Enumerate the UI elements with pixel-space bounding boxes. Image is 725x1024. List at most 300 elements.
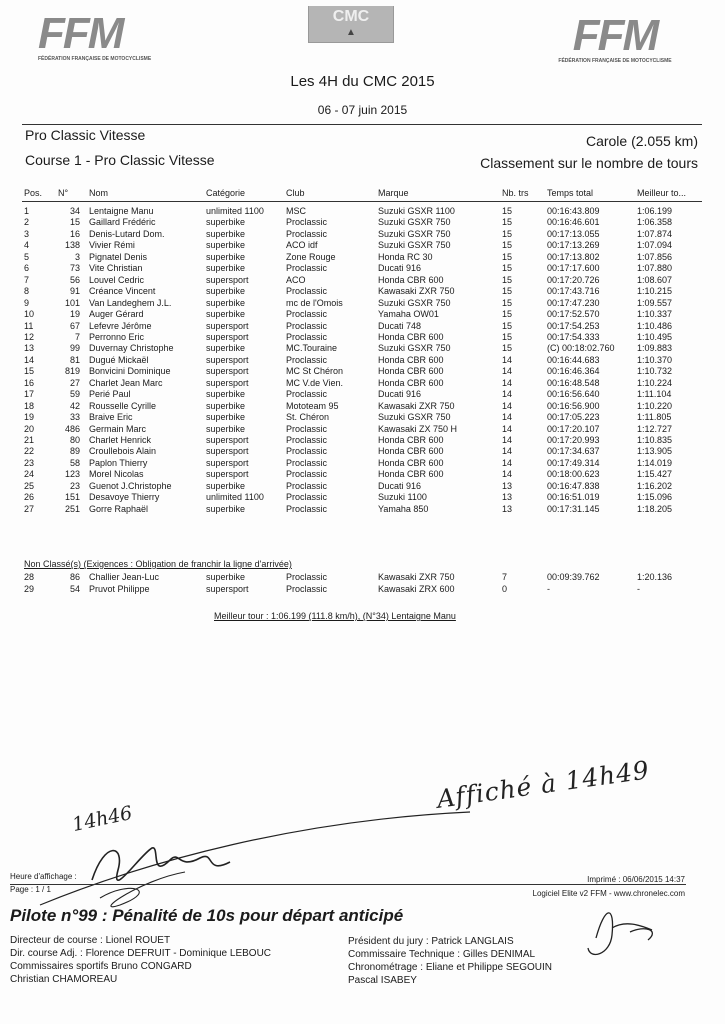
cell-category: superbike <box>206 263 246 273</box>
cell-best: 1:09.883 <box>637 343 673 353</box>
col-laps: Nb. trs <box>502 188 529 198</box>
official-line: Dir. course Adj. : Florence DEFRUIT - Dominique LEBOUC <box>10 948 272 959</box>
cell-total: 00:18:00.623 <box>547 469 600 479</box>
cell-name: Gaillard Frédéric <box>89 217 156 227</box>
cell-laps: 14 <box>502 366 513 376</box>
cell-total: 00:17:13.269 <box>547 240 600 250</box>
cell-name: Bonvicini Dominique <box>89 366 171 376</box>
cell-name: Charlet Henrick <box>89 435 152 445</box>
cell-total: 00:09:39.762 <box>547 572 600 582</box>
cell-num: 138 <box>64 240 80 250</box>
cell-brand: Suzuki GSXR 750 <box>378 240 451 250</box>
cell-laps: 14 <box>502 355 513 365</box>
cell-category: superbike <box>206 412 246 422</box>
cell-num: 33 <box>69 412 80 422</box>
cell-pos: 25 <box>24 481 35 491</box>
cell-laps: 14 <box>502 401 513 411</box>
official-line: Christian CHAMOREAU <box>10 974 118 985</box>
cell-best: 1:10.732 <box>637 366 673 376</box>
cell-category: superbike <box>206 309 246 319</box>
cell-category: supersport <box>206 584 249 594</box>
cell-num: 19 <box>69 309 80 319</box>
printed-timestamp: Imprimé : 06/06/2015 14:37 <box>587 875 685 884</box>
cell-category: superbike <box>206 229 246 239</box>
cell-name: Vite Christian <box>89 263 143 273</box>
cell-club: Proclassic <box>286 504 328 514</box>
cell-num: 80 <box>69 435 80 445</box>
cell-name: Duvernay Christophe <box>89 343 174 353</box>
cell-laps: 15 <box>502 252 513 262</box>
col-total: Temps total <box>547 188 594 198</box>
page-number: Page : 1 / 1 <box>10 885 51 894</box>
cell-pos: 7 <box>24 275 30 285</box>
cell-club: Proclassic <box>286 321 328 331</box>
event-dates: 06 - 07 juin 2015 <box>317 103 408 117</box>
jury-signature <box>588 913 652 955</box>
cell-club: MC.Touraine <box>286 343 338 353</box>
cell-num: 15 <box>69 217 80 227</box>
cell-brand: Honda CBR 600 <box>378 458 444 468</box>
cell-total: 00:17:52.570 <box>547 309 600 319</box>
cell-name: Pignatel Denis <box>89 252 148 262</box>
cell-pos: 9 <box>24 298 30 308</box>
official-line: Commissaire Technique : Gilles DENIMAL <box>348 949 536 960</box>
cell-category: superbike <box>206 424 246 434</box>
cell-brand: Ducati 916 <box>378 263 422 273</box>
cell-total: 00:17:49.314 <box>547 458 600 468</box>
handwritten-posted-note: Affiché à 14h49 <box>435 755 652 814</box>
cell-name: Charlet Jean Marc <box>89 378 163 388</box>
cell-category: superbike <box>206 240 246 250</box>
cell-pos: 2 <box>24 217 30 227</box>
cell-pos: 20 <box>24 424 35 434</box>
cell-best: 1:07.856 <box>637 252 673 262</box>
cell-club: mc de l'Omois <box>286 298 343 308</box>
cell-total: 00:17:54.253 <box>547 321 600 331</box>
cell-num: 99 <box>69 343 80 353</box>
cell-best: 1:07.094 <box>637 240 673 250</box>
cell-laps: 13 <box>502 492 513 502</box>
cell-best: 1:11.104 <box>637 389 672 399</box>
cell-category: supersport <box>206 355 249 365</box>
cell-brand: Honda CBR 600 <box>378 435 444 445</box>
cell-best: 1:07.880 <box>637 263 673 273</box>
cell-pos: 17 <box>24 389 35 399</box>
cell-best: 1:09.557 <box>637 298 673 308</box>
cell-laps: 15 <box>502 286 513 296</box>
cell-club: Proclassic <box>286 332 328 342</box>
cell-best: 1:08.607 <box>637 275 673 285</box>
cell-total: (C) 00:18:02.760 <box>547 343 615 353</box>
cell-category: superbike <box>206 481 246 491</box>
cell-num: 81 <box>69 355 80 365</box>
cell-total: 00:16:47.838 <box>547 481 600 491</box>
cell-category: superbike <box>206 572 246 582</box>
handwritten-sign-time: 14h46 <box>70 801 135 837</box>
cell-club: Proclassic <box>286 263 328 273</box>
cell-laps: 15 <box>502 298 513 308</box>
cell-brand: Kawasaki ZRX 600 <box>378 584 455 594</box>
cell-pos: 10 <box>24 309 35 319</box>
cell-club: Proclassic <box>286 446 328 456</box>
footer-rule <box>10 884 686 885</box>
cell-club: Proclassic <box>286 217 328 227</box>
cell-name: Challier Jean-Luc <box>89 572 160 582</box>
cell-name: Lentaigne Manu <box>89 206 154 216</box>
cell-best: 1:07.874 <box>637 229 673 239</box>
cell-brand: Suzuki GSXR 750 <box>378 412 451 422</box>
cell-best: 1:10.215 <box>637 286 673 296</box>
cell-num: 123 <box>64 469 80 479</box>
cell-laps: 14 <box>502 389 513 399</box>
cell-club: Proclassic <box>286 492 328 502</box>
cell-brand: Honda CBR 600 <box>378 366 444 376</box>
cell-club: Proclassic <box>286 458 328 468</box>
cell-num: 819 <box>64 366 80 376</box>
cell-laps: 15 <box>502 332 513 342</box>
cell-name: Paplon Thierry <box>89 458 148 468</box>
cell-category: superbike <box>206 401 246 411</box>
cell-laps: 15 <box>502 309 513 319</box>
col-club: Club <box>286 188 305 198</box>
col-num: N° <box>58 188 69 198</box>
cell-brand: Suzuki GSXR 1100 <box>378 206 455 216</box>
cell-name: Dugué Mickaël <box>89 355 149 365</box>
cell-best: 1:11.805 <box>637 412 672 422</box>
cell-club: Mototeam 95 <box>286 401 339 411</box>
display-hour-label: Heure d'affichage : <box>10 872 77 881</box>
signature-stroke <box>40 812 470 905</box>
col-category: Catégorie <box>206 188 246 198</box>
best-lap: Meilleur tour : 1:06.199 (111.8 km/h), (N°34) Lentaigne Manu <box>214 611 456 621</box>
cell-laps: 15 <box>502 206 513 216</box>
cell-name: Rousselle Cyrille <box>89 401 157 411</box>
cell-category: supersport <box>206 275 249 285</box>
cell-brand: Suzuki GSXR 750 <box>378 343 451 353</box>
cell-brand: Kawasaki ZXR 750 <box>378 572 455 582</box>
cell-total: 00:17:20.993 <box>547 435 600 445</box>
cell-laps: 15 <box>502 275 513 285</box>
cell-total: 00:17:34.637 <box>547 446 600 456</box>
cell-category: supersport <box>206 366 249 376</box>
cell-brand: Kawasaki ZX 750 H <box>378 424 458 434</box>
cell-pos: 29 <box>24 584 35 594</box>
cell-pos: 3 <box>24 229 30 239</box>
cell-num: 27 <box>69 378 80 388</box>
cell-num: 251 <box>64 504 80 514</box>
cell-total: 00:16:48.548 <box>547 378 600 388</box>
cell-club: Proclassic <box>286 435 328 445</box>
cell-total: 00:17:31.145 <box>547 504 600 514</box>
cell-laps: 14 <box>502 412 513 422</box>
cell-pos: 6 <box>24 263 30 273</box>
cell-total: 00:16:44.683 <box>547 355 600 365</box>
cell-brand: Kawasaki ZXR 750 <box>378 401 455 411</box>
cell-num: 59 <box>69 389 80 399</box>
cell-total: 00:17:47.230 <box>547 298 600 308</box>
official-line: Pascal ISABEY <box>348 975 417 986</box>
cell-brand: Suzuki GSXR 750 <box>378 217 451 227</box>
cell-club: Proclassic <box>286 309 328 319</box>
cell-best: 1:15.427 <box>637 469 673 479</box>
cell-total: 00:17:17.600 <box>547 263 600 273</box>
cell-num: 7 <box>74 332 80 342</box>
cell-brand: Honda CBR 600 <box>378 355 444 365</box>
cell-total: 00:17:54.333 <box>547 332 600 342</box>
cell-pos: 11 <box>24 321 34 331</box>
non-classified-title: Non Classé(s) (Exigences : Obligation de franchir la ligne d'arrivée) <box>24 559 292 569</box>
cell-pos: 12 <box>24 332 35 342</box>
cell-brand: Kawasaki ZXR 750 <box>378 286 455 296</box>
cell-num: 3 <box>74 252 80 262</box>
cell-total: - <box>547 584 550 594</box>
cell-num: 101 <box>64 298 80 308</box>
cell-brand: Ducati 916 <box>378 389 422 399</box>
cell-best: 1:10.224 <box>637 378 673 388</box>
cell-category: superbike <box>206 298 246 308</box>
cell-club: Proclassic <box>286 584 328 594</box>
col-pos: Pos. <box>24 188 43 198</box>
official-line: Chronométrage : Eliane et Philippe SEGOUIN <box>348 962 552 973</box>
ranking-label: Classement sur le nombre de tours <box>480 155 698 171</box>
cell-laps: 14 <box>502 378 513 388</box>
cell-category: supersport <box>206 469 249 479</box>
cell-name: Auger Gérard <box>89 309 144 319</box>
cell-pos: 5 <box>24 252 30 262</box>
cell-best: - <box>637 584 640 594</box>
officials-left <box>10 934 271 986</box>
cell-best: 1:20.136 <box>637 572 673 582</box>
cell-name: Desavoye Thierry <box>89 492 160 502</box>
class-name: Pro Classic Vitesse <box>25 127 146 143</box>
cell-pos: 14 <box>24 355 35 365</box>
cell-total: 00:17:20.726 <box>547 275 600 285</box>
cell-laps: 13 <box>502 481 513 491</box>
cell-brand: Suzuki 1100 <box>378 492 427 502</box>
cell-name: Pruvot Philippe <box>89 584 150 594</box>
cell-pos: 22 <box>24 446 35 456</box>
cell-category: superbike <box>206 252 246 262</box>
cell-laps: 0 <box>502 584 508 594</box>
cell-category: supersport <box>206 446 249 456</box>
cell-category: superbike <box>206 286 246 296</box>
cell-brand: Ducati 748 <box>378 321 422 331</box>
cell-pos: 28 <box>24 572 35 582</box>
cell-pos: 27 <box>24 504 35 514</box>
cell-best: 1:12.727 <box>637 424 673 434</box>
cell-category: unlimited 1100 <box>206 206 264 216</box>
cell-club: Proclassic <box>286 481 328 491</box>
cell-category: supersport <box>206 458 249 468</box>
cell-num: 42 <box>69 401 80 411</box>
cell-category: supersport <box>206 435 249 445</box>
cell-best: 1:13.905 <box>637 446 673 456</box>
cell-laps: 13 <box>502 504 513 514</box>
cell-category: superbike <box>206 389 246 399</box>
cell-brand: Honda CBR 600 <box>378 332 444 342</box>
cell-category: supersport <box>206 332 249 342</box>
logo-caption: FÉDÉRATION FRANÇAISE DE MOTOCYCLISME <box>558 58 672 64</box>
cell-brand: Honda RC 30 <box>378 252 433 262</box>
cell-club: Proclassic <box>286 424 328 434</box>
cell-best: 1:18.205 <box>637 504 673 514</box>
cell-pos: 16 <box>24 378 35 388</box>
cell-name: Braive Eric <box>89 412 133 422</box>
event-title: Les 4H du CMC 2015 <box>290 73 435 90</box>
cell-best: 1:16.202 <box>637 481 673 491</box>
cell-club: Proclassic <box>286 229 328 239</box>
cell-total: 00:17:05.223 <box>547 412 600 422</box>
cell-total: 00:16:51.019 <box>547 492 600 502</box>
cell-brand: Ducati 916 <box>378 481 422 491</box>
cell-total: 00:16:56.900 <box>547 401 600 411</box>
cell-pos: 13 <box>24 343 35 353</box>
cell-pos: 24 <box>24 469 35 479</box>
penalty-notice: Pilote n°99 : Pénalité de 10s pour départ anticipé <box>10 906 404 925</box>
cell-pos: 26 <box>24 492 35 502</box>
cell-num: 73 <box>69 263 80 273</box>
cell-total: 00:17:20.107 <box>547 424 600 434</box>
cell-club: Zone Rouge <box>286 252 336 262</box>
cell-category: supersport <box>206 321 249 331</box>
cell-category: superbike <box>206 343 246 353</box>
cell-best: 1:10.486 <box>637 321 673 331</box>
cell-num: 23 <box>69 481 80 491</box>
cell-name: Perronno Eric <box>89 332 145 342</box>
cell-name: Vivier Rémi <box>89 240 135 250</box>
cell-laps: 15 <box>502 217 513 227</box>
cell-pos: 1 <box>24 206 30 216</box>
cell-best: 1:10.835 <box>637 435 673 445</box>
cell-club: MC V.de Vien. <box>286 378 344 388</box>
cell-total: 00:16:46.601 <box>547 217 600 227</box>
cell-num: 34 <box>69 206 80 216</box>
col-name: Nom <box>89 188 109 198</box>
cell-best: 1:15.096 <box>637 492 673 502</box>
cell-total: 00:16:56.640 <box>547 389 600 399</box>
cell-category: supersport <box>206 378 249 388</box>
cell-category: superbike <box>206 504 246 514</box>
software-credit: Logiciel Elite v2 FFM - www.chronelec.com <box>532 889 685 898</box>
cell-best: 1:10.220 <box>637 401 673 411</box>
cell-club: Proclassic <box>286 469 328 479</box>
signature-loop <box>100 872 185 907</box>
car-icon: ▲ <box>346 27 356 38</box>
cell-total: 00:16:43.809 <box>547 206 600 216</box>
cell-laps: 7 <box>502 572 508 582</box>
cell-pos: 8 <box>24 286 30 296</box>
cell-name: Croullebois Alain <box>89 446 157 456</box>
cell-laps: 15 <box>502 229 513 239</box>
cell-pos: 23 <box>24 458 35 468</box>
cell-laps: 14 <box>502 424 513 434</box>
cell-num: 91 <box>69 286 80 296</box>
cell-brand: Suzuki GSXR 750 <box>378 229 451 239</box>
cell-laps: 14 <box>502 446 513 456</box>
cell-club: ACO <box>286 275 306 285</box>
cell-club: MC St Chéron <box>286 366 344 376</box>
cell-total: 00:17:13.055 <box>547 229 600 239</box>
cell-club: ACO idf <box>286 240 318 250</box>
cell-num: 486 <box>64 424 80 434</box>
cell-club: Proclassic <box>286 355 328 365</box>
cell-name: Morel Nicolas <box>89 469 144 479</box>
logo-mark: FFM <box>572 11 658 60</box>
cell-num: 54 <box>69 584 80 594</box>
logo-mark: FFM <box>38 9 123 58</box>
cell-category: unlimited 1100 <box>206 492 264 502</box>
cell-name: Créance Vincent <box>89 286 156 296</box>
track-name: Carole (2.055 km) <box>585 133 698 149</box>
cell-num: 89 <box>69 446 80 456</box>
cell-pos: 4 <box>24 240 30 250</box>
cell-best: 1:10.337 <box>637 309 673 319</box>
cell-pos: 21 <box>24 435 35 445</box>
cell-brand: Honda CBR 600 <box>378 446 444 456</box>
cell-num: 56 <box>69 275 80 285</box>
cell-name: Denis-Lutard Dom. <box>89 229 165 239</box>
signature-scribble <box>92 848 230 880</box>
cell-name: Louvel Cedric <box>89 275 145 285</box>
cell-name: Guenot J.Christophe <box>89 481 172 491</box>
cell-laps: 14 <box>502 469 513 479</box>
cell-club: St. Chéron <box>286 412 330 422</box>
cell-laps: 15 <box>502 240 513 250</box>
cell-brand: Honda CBR 600 <box>378 275 444 285</box>
cell-pos: 15 <box>24 366 35 376</box>
course-name: Course 1 - Pro Classic Vitesse <box>25 152 215 168</box>
cell-num: 16 <box>69 229 80 239</box>
cell-club: Proclassic <box>286 389 328 399</box>
cell-brand: Honda CBR 600 <box>378 469 444 479</box>
cell-name: Germain Marc <box>89 424 147 434</box>
cell-brand: Yamaha 850 <box>378 504 429 514</box>
cell-club: Proclassic <box>286 572 328 582</box>
official-line: Directeur de course : Lionel ROUET <box>10 935 171 946</box>
cell-best: 1:10.495 <box>637 332 673 342</box>
cell-best: 1:10.370 <box>637 355 673 365</box>
col-best: Meilleur to... <box>637 188 687 198</box>
cell-best: 1:06.358 <box>637 217 673 227</box>
official-line: Président du jury : Patrick LANGLAIS <box>348 936 514 947</box>
cell-num: 58 <box>69 458 80 468</box>
official-line: Commissaires sportifs Bruno CONGARD <box>10 961 192 972</box>
cell-name: Van Landeghem J.L. <box>89 298 172 308</box>
cell-club: MSC <box>286 206 306 216</box>
cell-pos: 19 <box>24 412 35 422</box>
cell-category: superbike <box>206 217 246 227</box>
officials-right <box>348 935 552 987</box>
cell-num: 151 <box>64 492 80 502</box>
cell-laps: 15 <box>502 263 513 273</box>
cell-name: Gorre Raphaël <box>89 504 149 514</box>
cell-laps: 15 <box>502 343 513 353</box>
cell-laps: 14 <box>502 435 513 445</box>
cell-total: 00:16:46.364 <box>547 366 600 376</box>
cell-name: Lefevre Jérôme <box>89 321 152 331</box>
col-brand: Marque <box>378 188 409 198</box>
cell-total: 00:17:43.716 <box>547 286 600 296</box>
cell-best: 1:14.019 <box>637 458 673 468</box>
cell-num: 67 <box>69 321 80 331</box>
cell-brand: Yamaha OW01 <box>378 309 439 319</box>
logo-mark: CMC <box>332 8 370 25</box>
cell-brand: Honda CBR 600 <box>378 378 444 388</box>
cell-pos: 18 <box>24 401 35 411</box>
cell-club: Proclassic <box>286 286 328 296</box>
cell-laps: 14 <box>502 458 513 468</box>
cell-best: 1:06.199 <box>637 206 673 216</box>
